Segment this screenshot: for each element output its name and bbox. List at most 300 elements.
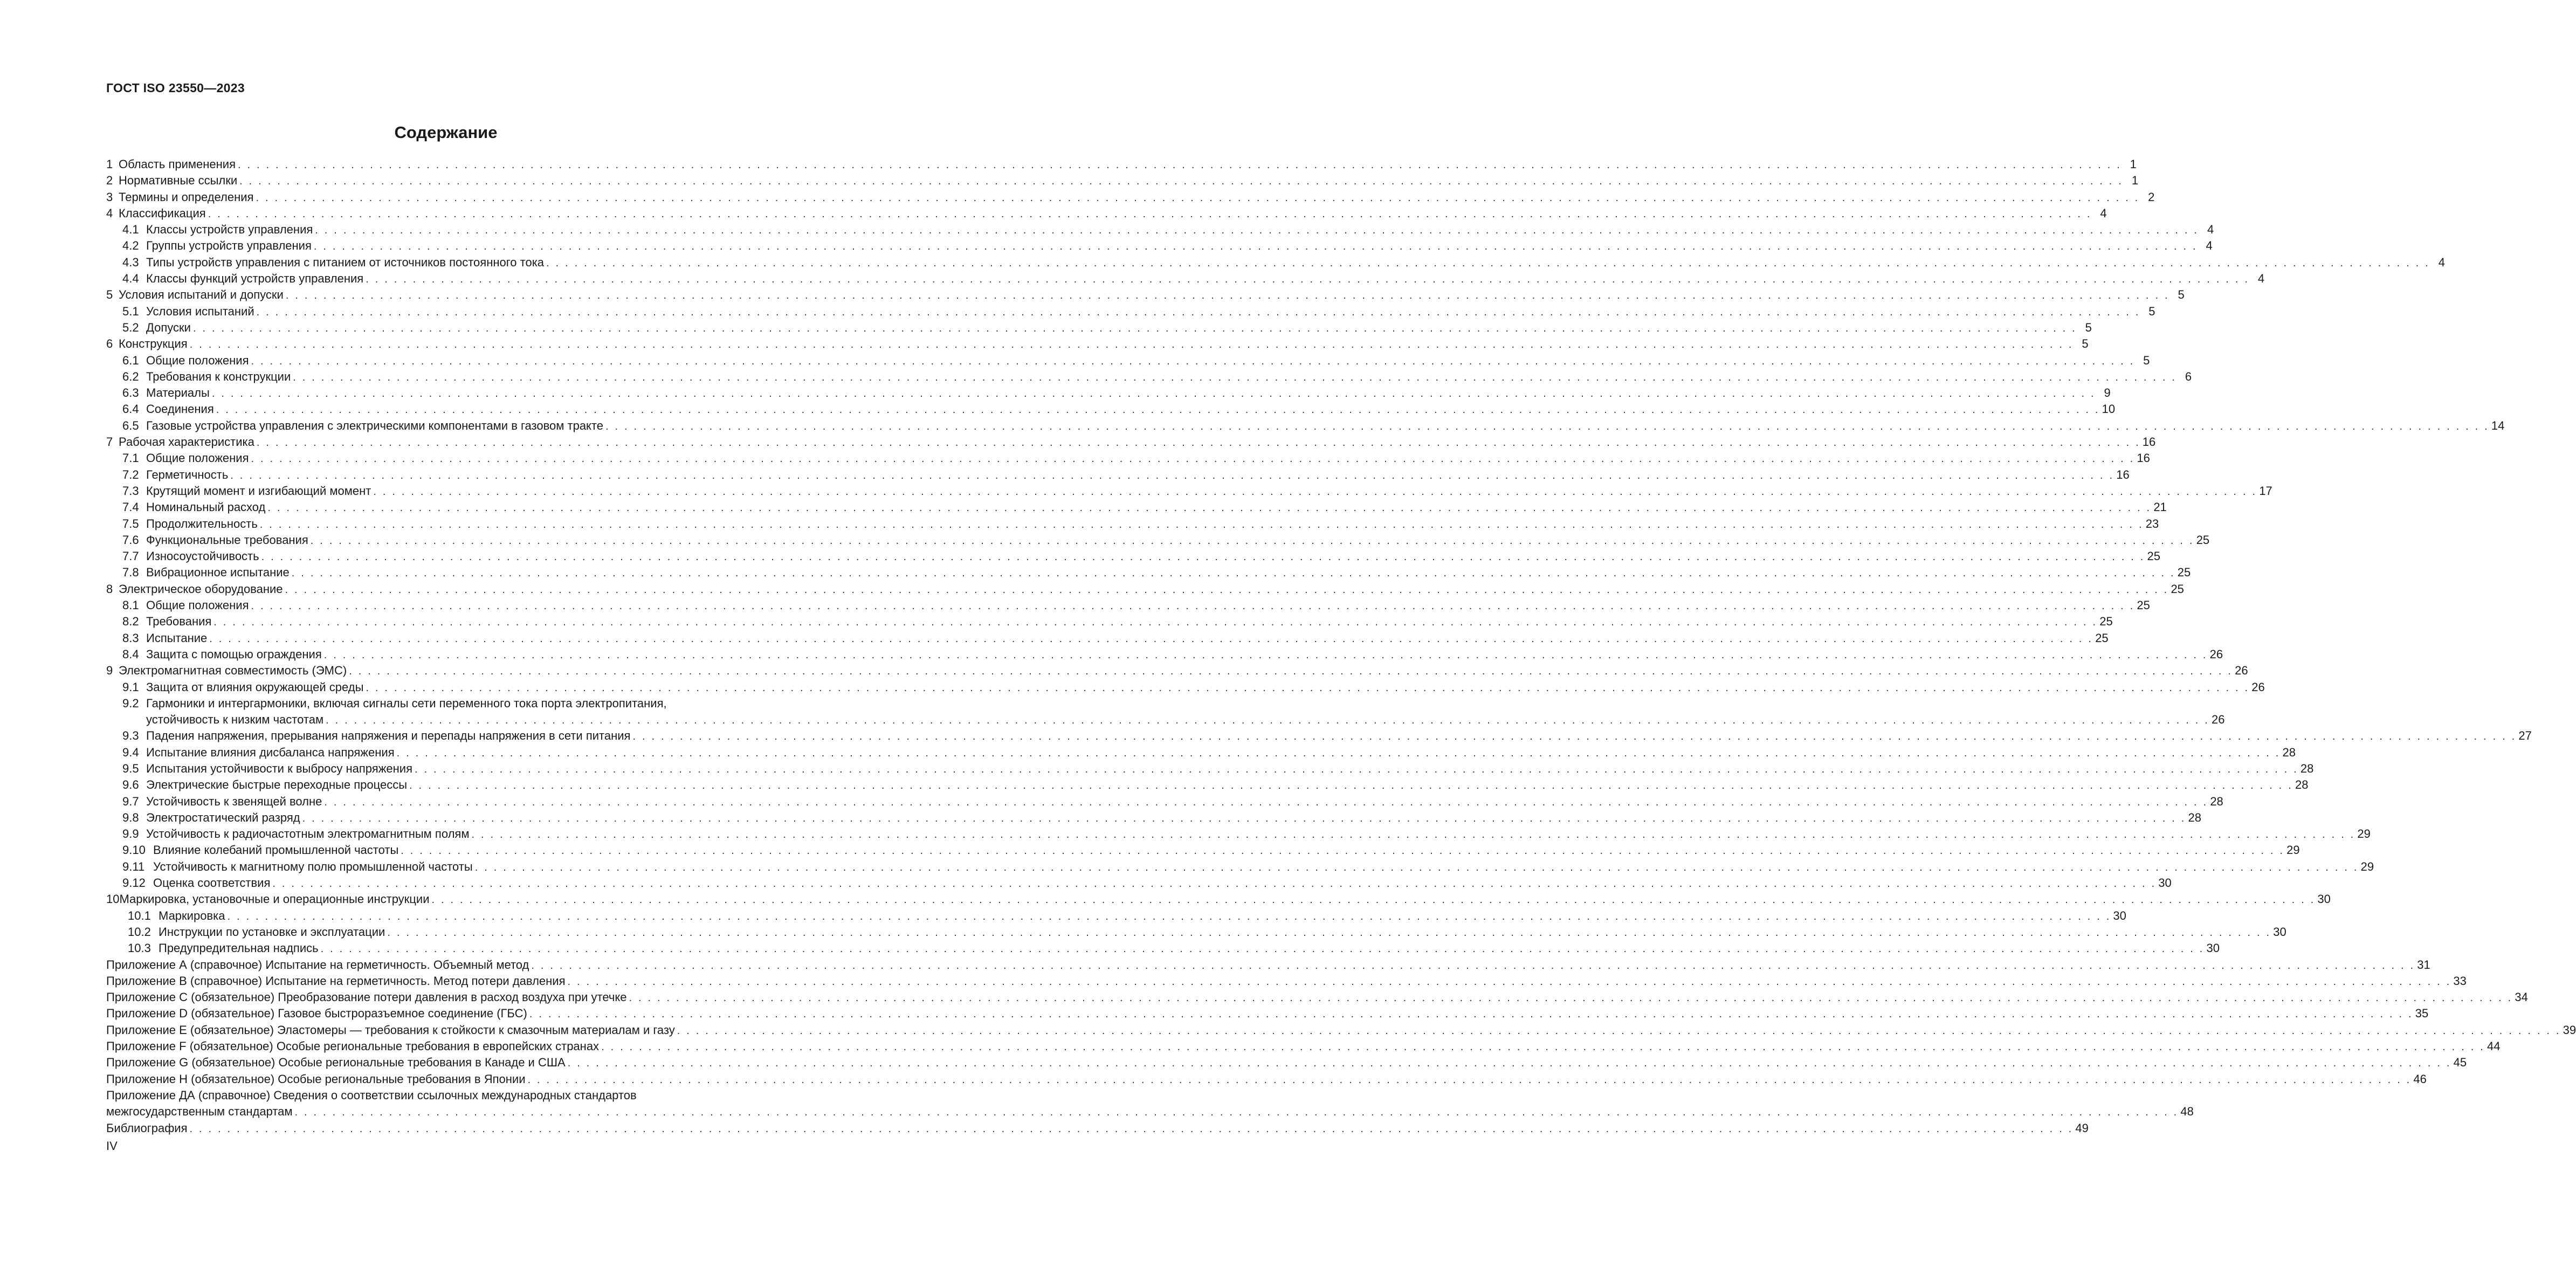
toc-entry-text — [122, 450, 249, 466]
toc-entry-page: 46 — [2413, 1072, 2427, 1086]
toc-entry-text — [122, 597, 249, 614]
toc-entry-label: Условия испытаний — [146, 304, 254, 318]
toc-entry-text — [106, 434, 254, 450]
toc-entry-text — [106, 581, 283, 597]
toc-entry-number: 4.3 — [122, 255, 139, 269]
dot-leader: . . . . . . . . . . . . . . . . . . . . . . . . . . . . . . . . . . . . . . . . . . . . . . . . . . . . . . . . . . . . . . . . . . . . . . . . . . . . . . . . . . . . . . . . . . . . . . . . . . . . . . . . . . . . . . . . . . . . . . . . . . . . . . . . . . . . . . . . . . . . . . . . . . . . . . . . . . . . . . . . . . . . . . . . . . . . . . . . . . . . . . . . . . . . . . . . . . . . . . . . — [601, 1041, 2485, 1053]
toc-entry-page: 30 — [2206, 941, 2220, 955]
toc-entry-page: 29 — [2357, 827, 2371, 841]
toc-entry-label: Конструкция — [119, 337, 188, 351]
toc-entry[interactable] — [106, 189, 2155, 205]
toc-entry-label: Устойчивость к звенящей волне — [146, 794, 322, 808]
dot-leader: . . . . . . . . . . . . . . . . . . . . . . . . . . . . . . . . . . . . . . . . . . . . . . . . . . . . . . . . . . . . . . . . . . . . . . . . . . . . . . . . . . . . . . . . . . . . . . . . . . . . . . . . . . . . . . . . . . . . . . . . . . . . . . . . . . . . . . . . . . . . . . . . . . . . . . . . . . . . . . . . . . . . . . . . . . . . . . . . . . . . . . . . . . . . . . . . . . . . . . . . — [251, 600, 2135, 612]
toc-entry-text — [122, 369, 291, 385]
toc-entry-number: 5 — [106, 288, 113, 302]
toc-entry[interactable] — [106, 467, 2130, 483]
toc-entry-text — [122, 385, 210, 401]
toc-entry-text — [122, 516, 258, 532]
toc-entry-label: Общие положения — [146, 353, 249, 367]
toc-entry-page: 5 — [2178, 288, 2185, 302]
toc-entry[interactable] — [106, 353, 2150, 369]
toc-entry-text — [106, 156, 236, 173]
toc-entry-page: 25 — [2171, 582, 2184, 596]
toc-entry-page: 16 — [2142, 435, 2156, 449]
dot-leader: . . . . . . . . . . . . . . . . . . . . . . . . . . . . . . . . . . . . . . . . . . . . . . . . . . . . . . . . . . . . . . . . . . . . . . . . . . . . . . . . . . . . . . . . . . . . . . . . . . . . . . . . . . . . . . . . . . . . . . . . . . . . . . . . . . . . . . . . . . . . . . . . . . . . . . . . . . . . . . . . . . . . . . . . . . . . . . . . . . . . . . . . . . . . . . . . . . . . . . . . — [471, 829, 2355, 841]
toc-entry-label: Влияние колебаний промышленной частоты — [153, 843, 399, 857]
toc-entry-label: Электрическое оборудование — [119, 582, 283, 596]
toc-entry-text — [106, 1005, 527, 1022]
toc-entry-label: Приложение F (обязательное) Особые региональные требования в европейских странах — [106, 1039, 600, 1053]
toc-entry[interactable] — [106, 336, 2089, 352]
dot-leader: . . . . . . . . . . . . . . . . . . . . . . . . . . . . . . . . . . . . . . . . . . . . . . . . . . . . . . . . . . . . . . . . . . . . . . . . . . . . . . . . . . . . . . . . . . . . . . . . . . . . . . . . . . . . . . . . . . . . . . . . . . . . . . . . . . . . . . . . . . . . . . . . . . . . . . . . . . . . . . . . . . . . . . . . . . . . . . . . . . . . . . . . . . . . . . . . . . . . . . . . — [326, 714, 2209, 727]
toc-entry-number: 4 — [106, 206, 113, 220]
page-number: IV — [106, 1139, 118, 1153]
toc-entry-label: Герметичность — [146, 467, 229, 481]
dot-leader: . . . . . . . . . . . . . . . . . . . . . . . . . . . . . . . . . . . . . . . . . . . . . . . . . . . . . . . . . . . . . . . . . . . . . . . . . . . . . . . . . . . . . . . . . . . . . . . . . . . . . . . . . . . . . . . . . . . . . . . . . . . . . . . . . . . . . . . . . . . . . . . . . . . . . . . . . . . . . . . . . . . . . . . . . . . . . . . . . . . . . . . . . . . . . . . . . . . . . . . . — [251, 355, 2135, 367]
dot-leader: . . . . . . . . . . . . . . . . . . . . . . . . . . . . . . . . . . . . . . . . . . . . . . . . . . . . . . . . . . . . . . . . . . . . . . . . . . . . . . . . . . . . . . . . . . . . . . . . . . . . . . . . . . . . . . . . . . . . . . . . . . . . . . . . . . . . . . . . . . . . . . . . . . . . . . . . . . . . . . . . . . . . . . . . . . . . . . . . . . . . . . . . . . . . . . . . . . . . . . . . — [230, 469, 2114, 481]
toc-entry-text — [122, 646, 322, 663]
toc-entry[interactable] — [106, 875, 2172, 891]
toc-entry-text — [106, 189, 253, 205]
toc-entry-label: Устойчивость к радиочастотным электромагнитным полям — [146, 827, 470, 841]
toc-entry-text — [122, 728, 630, 744]
toc-entry[interactable] — [106, 222, 2214, 238]
toc-entry-number: 9.1 — [122, 680, 139, 694]
toc-entry-page: 5 — [2085, 320, 2092, 334]
toc-entry-text — [122, 761, 412, 777]
toc-entry-page: 5 — [2143, 353, 2150, 367]
toc-entry-label: Оценка соответствия — [153, 876, 271, 890]
toc-entry-label: Общие положения — [146, 598, 249, 612]
toc-entry[interactable] — [106, 957, 2430, 973]
toc-entry-page: 28 — [2300, 761, 2314, 775]
toc-entry-label: Электромагнитная совместимость (ЭМС) — [119, 664, 347, 678]
toc-entry-page: 28 — [2295, 778, 2309, 792]
toc-entry-number: 7.4 — [122, 500, 139, 514]
dot-leader: . . . . . . . . . . . . . . . . . . . . . . . . . . . . . . . . . . . . . . . . . . . . . . . . . . . . . . . . . . . . . . . . . . . . . . . . . . . . . . . . . . . . . . . . . . . . . . . . . . . . . . . . . . . . . . . . . . . . . . . . . . . . . . . . . . . . . . . . . . . . . . . . . . . . . . . . . . . . . . . . . . . . . . . . . . . . . . . . . . . . . . . . . . . . . . . . . . . . . . . . — [531, 959, 2415, 971]
toc-entry-label: Испытание — [146, 631, 208, 645]
toc-entry-number: 9.7 — [122, 794, 139, 808]
toc-entry-text — [106, 1087, 637, 1104]
toc-entry-page: 4 — [2100, 206, 2107, 220]
toc-entry-number: 9.5 — [122, 761, 139, 775]
toc-entry-number: 9.9 — [122, 827, 139, 841]
dot-leader: . . . . . . . . . . . . . . . . . . . . . . . . . . . . . . . . . . . . . . . . . . . . . . . . . . . . . . . . . . . . . . . . . . . . . . . . . . . . . . . . . . . . . . . . . . . . . . . . . . . . . . . . . . . . . . . . . . . . . . . . . . . . . . . . . . . . . . . . . . . . . . . . . . . . . . . . . . . . . . . . . . . . . . . . . . . . . . . . . . . . . . . . . . . . . . . . . . . . . . . . — [632, 731, 2517, 743]
toc-entry-page: 30 — [2158, 876, 2172, 890]
toc-entry-text — [122, 320, 191, 336]
toc-entry[interactable] — [106, 516, 2159, 532]
toc-entry-text — [122, 418, 603, 434]
toc-entry-text — [106, 1071, 525, 1087]
dot-leader: . . . . . . . . . . . . . . . . . . . . . . . . . . . . . . . . . . . . . . . . . . . . . . . . . . . . . . . . . . . . . . . . . . . . . . . . . . . . . . . . . . . . . . . . . . . . . . . . . . . . . . . . . . . . . . . . . . . . . . . . . . . . . . . . . . . . . . . . . . . . . . . . . . . . . . . . . . . . . . . . . . . . . . . . . . . . . . . . . . . . . . . . . . . . . . . . . . . . . . . . — [474, 861, 2359, 873]
toc-entry-label: Газовые устройства управления с электрическими компонентами в газовом тракте — [146, 418, 603, 432]
toc-entry-label: Требования — [146, 615, 212, 629]
toc-entry[interactable] — [106, 989, 2528, 1005]
dot-leader: . . . . . . . . . . . . . . . . . . . . . . . . . . . . . . . . . . . . . . . . . . . . . . . . . . . . . . . . . . . . . . . . . . . . . . . . . . . . . . . . . . . . . . . . . . . . . . . . . . . . . . . . . . . . . . . . . . . . . . . . . . . . . . . . . . . . . . . . . . . . . . . . . . . . . . . . . . . . . . . . . . . . . . . . . . . . . . . . . . . . . . . . . . . . . . . . . . . . . . . . — [211, 388, 2096, 400]
dot-leader: . . . . . . . . . . . . . . . . . . . . . . . . . . . . . . . . . . . . . . . . . . . . . . . . . . . . . . . . . . . . . . . . . . . . . . . . . . . . . . . . . . . . . . . . . . . . . . . . . . . . . . . . . . . . . . . . . . . . . . . . . . . . . . . . . . . . . . . . . . . . . . . . . . . . . . . . . . . . . . . . . . . . . . . . . . . . . . . . . . . . . . . . . . . . . . . . . . . . . . . . — [294, 1106, 2179, 1119]
toc-entry[interactable] — [106, 532, 2210, 548]
toc-entry-label: Приложение А (справочное) Испытание на герметичность. Объемный метод — [106, 957, 529, 971]
toc-entry-text — [106, 1104, 293, 1120]
toc-entry-page: 26 — [2211, 713, 2225, 727]
dot-leader: . . . . . . . . . . . . . . . . . . . . . . . . . . . . . . . . . . . . . . . . . . . . . . . . . . . . . . . . . . . . . . . . . . . . . . . . . . . . . . . . . . . . . . . . . . . . . . . . . . . . . . . . . . . . . . . . . . . . . . . . . . . . . . . . . . . . . . . . . . . . . . . . . . . . . . . . . . . . . . . . . . . . . . . . . . . . . . . . . . . . . . . . . . . . . . . . . . . . . . . . — [291, 567, 2175, 580]
toc-entry-number: 8 — [106, 582, 113, 596]
toc-entry-page: 35 — [2415, 1007, 2429, 1021]
toc-entry-label: Защита от влияния окружающей среды — [146, 680, 364, 694]
toc-entry-label: Вибрационное испытание — [146, 566, 290, 580]
dot-leader: . . . . . . . . . . . . . . . . . . . . . . . . . . . . . . . . . . . . . . . . . . . . . . . . . . . . . . . . . . . . . . . . . . . . . . . . . . . . . . . . . . . . . . . . . . . . . . . . . . . . . . . . . . . . . . . . . . . . . . . . . . . . . . . . . . . . . . . . . . . . . . . . . . . . . . . . . . . . . . . . . . . . . . . . . . . . . . . . . . . . . . . . . . . . . . . . . . . . . . . . — [208, 208, 2092, 220]
toc-entry-label: Классификация — [119, 206, 206, 220]
toc-entry-text — [122, 532, 308, 548]
dot-leader: . . . . . . . . . . . . . . . . . . . . . . . . . . . . . . . . . . . . . . . . . . . . . . . . . . . . . . . . . . . . . . . . . . . . . . . . . . . . . . . . . . . . . . . . . . . . . . . . . . . . . . . . . . . . . . . . . . . . . . . . . . . . . . . . . . . . . . . . . . . . . . . . . . . . . . . . . . . . . . . . . . . . . . . . . . . . . . . . . . . . . . . . . . . . . . . . . . . . . . . . — [189, 1122, 2074, 1135]
toc-entry-text — [122, 712, 323, 728]
toc-entry[interactable] — [106, 385, 2111, 401]
toc-entry-page: 4 — [2206, 239, 2213, 253]
dot-leader: . . . . . . . . . . . . . . . . . . . . . . . . . . . . . . . . . . . . . . . . . . . . . . . . . . . . . . . . . . . . . . . . . . . . . . . . . . . . . . . . . . . . . . . . . . . . . . . . . . . . . . . . . . . . . . . . . . . . . . . . . . . . . . . . . . . . . . . . . . . . . . . . . . . . . . . . . . . . . . . . . . . . . . . . . . . . . . . . . . . . . . . . . . . . . . . . . . . . . . . . — [189, 339, 2074, 351]
toc-entry-label: Классы функций устройств управления — [146, 272, 364, 286]
toc-entry-number: 7.5 — [122, 516, 139, 530]
toc-entry-page: 33 — [2453, 974, 2467, 988]
toc-entry-text — [122, 630, 207, 646]
toc-entry-page: 30 — [2113, 908, 2126, 922]
toc-entry-page: 28 — [2210, 794, 2223, 808]
toc-entry-text — [106, 957, 529, 973]
dot-leader: . . . . . . . . . . . . . . . . . . . . . . . . . . . . . . . . . . . . . . . . . . . . . . . . . . . . . . . . . . . . . . . . . . . . . . . . . . . . . . . . . . . . . . . . . . . . . . . . . . . . . . . . . . . . . . . . . . . . . . . . . . . . . . . . . . . . . . . . . . . . . . . . . . . . . . . . . . . . . . . . . . . . . . . . . . . . . . . . . . . . . . . . . . . . . . . . . . . . . . . . — [324, 796, 2208, 808]
toc-entry-number: 9.8 — [122, 810, 139, 824]
toc-entry[interactable] — [106, 712, 2225, 728]
toc-entry[interactable] — [106, 761, 2314, 777]
dot-leader: . . . . . . . . . . . . . . . . . . . . . . . . . . . . . . . . . . . . . . . . . . . . . . . . . . . . . . . . . . . . . . . . . . . . . . . . . . . . . . . . . . . . . . . . . . . . . . . . . . . . . . . . . . . . . . . . . . . . . . . . . . . . . . . . . . . . . . . . . . . . . . . . . . . . . . . . . . . . . . . . . . . . . . . . . . . . . . . . . . . . . . . . . . . . . . . . . . . . . . . . — [285, 583, 2169, 596]
toc-entry[interactable] — [106, 499, 2167, 515]
toc-entry-text — [106, 989, 626, 1005]
toc-entry[interactable] — [106, 630, 2109, 646]
toc-entry-page: 28 — [2282, 745, 2296, 759]
toc-entry[interactable] — [106, 581, 2184, 597]
toc-entry[interactable] — [106, 369, 2192, 385]
toc-entry-page: 29 — [2286, 843, 2300, 857]
toc-entry-number: 6.3 — [122, 386, 139, 400]
dot-leader: . . . . . . . . . . . . . . . . . . . . . . . . . . . . . . . . . . . . . . . . . . . . . . . . . . . . . . . . . . . . . . . . . . . . . . . . . . . . . . . . . . . . . . . . . . . . . . . . . . . . . . . . . . . . . . . . . . . . . . . . . . . . . . . . . . . . . . . . . . . . . . . . . . . . . . . . . . . . . . . . . . . . . . . . . . . . . . . . . . . . . . . . . . . . . . . . . . . . . . . . — [605, 420, 2489, 432]
toc-entry-text — [122, 254, 544, 271]
toc-entry-text — [106, 287, 284, 303]
toc-entry-number: 7.1 — [122, 451, 139, 465]
toc-entry[interactable] — [106, 777, 2309, 793]
toc-entry-number: 6.1 — [122, 353, 139, 367]
toc-entry[interactable] — [106, 320, 2092, 336]
toc-entry-number: 8.4 — [122, 647, 139, 661]
dot-leader: . . . . . . . . . . . . . . . . . . . . . . . . . . . . . . . . . . . . . . . . . . . . . . . . . . . . . . . . . . . . . . . . . . . . . . . . . . . . . . . . . . . . . . . . . . . . . . . . . . . . . . . . . . . . . . . . . . . . . . . . . . . . . . . . . . . . . . . . . . . . . . . . . . . . . . . . . . . . . . . . . . . . . . . . . . . . . . . . . . . . . . . . . . . . . . . . . . . . . . . . — [629, 992, 2513, 1004]
toc-entry[interactable] — [106, 287, 2185, 303]
toc-entry-page: 25 — [2137, 598, 2150, 612]
toc-entry[interactable] — [106, 728, 2532, 744]
toc-entry-text — [106, 663, 347, 679]
toc-entry-label: Допуски — [146, 320, 191, 334]
document-code: ГОСТ ISO 23550—2023 — [106, 81, 245, 95]
toc-entry-number: 4.2 — [122, 239, 139, 253]
dot-leader: . . . . . . . . . . . . . . . . . . . . . . . . . . . . . . . . . . . . . . . . . . . . . . . . . . . . . . . . . . . . . . . . . . . . . . . . . . . . . . . . . . . . . . . . . . . . . . . . . . . . . . . . . . . . . . . . . . . . . . . . . . . . . . . . . . . . . . . . . . . . . . . . . . . . . . . . . . . . . . . . . . . . . . . . . . . . . . . . . . . . . . . . . . . . . . . . . . . . . . . . — [310, 534, 2194, 547]
toc-entry-number: 5.2 — [122, 320, 139, 334]
toc-entry-page: 49 — [2075, 1121, 2089, 1135]
toc-entry[interactable] — [106, 940, 2220, 956]
dot-leader: . . . . . . . . . . . . . . . . . . . . . . . . . . . . . . . . . . . . . . . . . . . . . . . . . . . . . . . . . . . . . . . . . . . . . . . . . . . . . . . . . . . . . . . . . . . . . . . . . . . . . . . . . . . . . . . . . . . . . . . . . . . . . . . . . . . . . . . . . . . . . . . . . . . . . . . . . . . . . . . . . . . . . . . . . . . . . . . . . . . . . . . . . . . . . . . . . . . . . . . . — [285, 290, 2169, 302]
toc-entry[interactable] — [106, 483, 2272, 499]
toc-entry-text — [122, 777, 407, 793]
dot-leader: . . . . . . . . . . . . . . . . . . . . . . . . . . . . . . . . . . . . . . . . . . . . . . . . . . . . . . . . . . . . . . . . . . . . . . . . . . . . . . . . . . . . . . . . . . . . . . . . . . . . . . . . . . . . . . . . . . . . . . . . . . . . . . . . . . . . . . . . . . . . . . . . . . . . . . . . . . . . . . . . . . . . . . . . . . . . . . . . . . . . . . . . . . . . . . . . . . . . . . . . — [192, 322, 2077, 334]
toc-entry[interactable] — [106, 614, 2113, 630]
toc-entry-number: 7.8 — [122, 566, 139, 580]
toc-entry-label: Классы устройств управления — [146, 223, 313, 237]
toc-entry-label: межгосударственным стандартам — [106, 1105, 293, 1119]
dot-leader: . . . . . . . . . . . . . . . . . . . . . . . . . . . . . . . . . . . . . . . . . . . . . . . . . . . . . . . . . . . . . . . . . . . . . . . . . . . . . . . . . . . . . . . . . . . . . . . . . . . . . . . . . . . . . . . . . . . . . . . . . . . . . . . . . . . . . . . . . . . . . . . . . . . . . . . . . . . . . . . . . . . . . . . . . . . . . . . . . . . . . . . . . . . . . . . . . . . . . . . . — [256, 191, 2140, 204]
dot-leader: . . . . . . . . . . . . . . . . . . . . . . . . . . . . . . . . . . . . . . . . . . . . . . . . . . . . . . . . . . . . . . . . . . . . . . . . . . . . . . . . . . . . . . . . . . . . . . . . . . . . . . . . . . . . . . . . . . . . . . . . . . . . . . . . . . . . . . . . . . . . . . . . . . . . . . . . . . . . . . . . . . . . . . . . . . . . . . . . . . . . . . . . . . . . . . . . . . . . . . . . — [527, 1073, 2412, 1086]
toc-entry-number: 6.4 — [122, 402, 139, 416]
toc-entry[interactable] — [106, 205, 2107, 222]
toc-entry-page: 14 — [2491, 418, 2505, 432]
toc-entry-label: Маркировка — [159, 908, 225, 922]
toc-entry-label: Испытание влияния дисбаланса напряжения — [146, 745, 395, 759]
toc-entry-page: 4 — [2207, 223, 2214, 237]
toc-entry-label: Маркировка, установочные и операционные инструкции — [119, 892, 430, 906]
dot-leader: . . . . . . . . . . . . . . . . . . . . . . . . . . . . . . . . . . . . . . . . . . . . . . . . . . . . . . . . . . . . . . . . . . . . . . . . . . . . . . . . . . . . . . . . . . . . . . . . . . . . . . . . . . . . . . . . . . . . . . . . . . . . . . . . . . . . . . . . . . . . . . . . . . . . . . . . . . . . . . . . . . . . . . . . . . . . . . . . . . . . . . . . . . . . . . . . . . . . . . . . — [261, 551, 2145, 563]
toc-entry-number: 1 — [106, 157, 113, 171]
toc-entry-text — [122, 353, 249, 369]
toc-entry[interactable] — [106, 924, 2286, 940]
toc-entry[interactable] — [106, 254, 2445, 271]
toc-entry[interactable] — [106, 156, 2137, 173]
dot-leader: . . . . . . . . . . . . . . . . . . . . . . . . . . . . . . . . . . . . . . . . . . . . . . . . . . . . . . . . . . . . . . . . . . . . . . . . . . . . . . . . . . . . . . . . . . . . . . . . . . . . . . . . . . . . . . . . . . . . . . . . . . . . . . . . . . . . . . . . . . . . . . . . . . . . . . . . . . . . . . . . . . . . . . . . . . . . . . . . . . . . . . . . . . . . . . . . . . . . . . . . — [366, 681, 2250, 694]
toc-entry[interactable] — [106, 564, 2191, 581]
toc-entry[interactable] — [106, 434, 2156, 450]
toc-entry-text — [122, 467, 228, 483]
toc-entry-page: 25 — [2177, 566, 2191, 580]
toc-entry-text — [106, 891, 429, 907]
toc-entry-page: 10 — [2102, 402, 2116, 416]
toc-entry-text — [122, 483, 371, 499]
toc-entry[interactable] — [106, 646, 2223, 663]
toc-entry-page: 2 — [2148, 190, 2155, 204]
toc-entry-page: 6 — [2185, 369, 2192, 383]
toc-entry-page: 26 — [2251, 680, 2265, 694]
dot-leader: . . . . . . . . . . . . . . . . . . . . . . . . . . . . . . . . . . . . . . . . . . . . . . . . . . . . . . . . . . . . . . . . . . . . . . . . . . . . . . . . . . . . . . . . . . . . . . . . . . . . . . . . . . . . . . . . . . . . . . . . . . . . . . . . . . . . . . . . . . . . . . . . . . . . . . . . . . . . . . . . . . . . . . . . . . . . . . . . . . . . . . . . . . . . . . . . . . . . . . . . — [256, 306, 2140, 318]
toc-entry-number: 5.1 — [122, 304, 139, 318]
toc-entry-text — [106, 1038, 599, 1055]
toc-entry-text — [122, 564, 290, 581]
toc-entry-number: 9.4 — [122, 745, 139, 759]
toc-entry-number: 7 — [106, 435, 113, 449]
toc-entry-number: 4.4 — [122, 272, 139, 286]
toc-entry-number: 7.2 — [122, 467, 139, 481]
toc-entry-page: 25 — [2095, 631, 2109, 645]
toc-entry[interactable] — [106, 1005, 2429, 1022]
toc-entry-label: Приложение D (обязательное) Газовое быстроразъемное соединение (ГБС) — [106, 1007, 527, 1021]
toc-entry[interactable] — [106, 1087, 829, 1104]
dot-leader: . . . . . . . . . . . . . . . . . . . . . . . . . . . . . . . . . . . . . . . . . . . . . . . . . . . . . . . . . . . . . . . . . . . . . . . . . . . . . . . . . . . . . . . . . . . . . . . . . . . . . . . . . . . . . . . . . . . . . . . . . . . . . . . . . . . . . . . . . . . . . . . . . . . . . . . . . . . . . . . . . . . . . . . . . . . . . . . . . . . . . . . . . . . . . . . . . . . . . . . . — [396, 747, 2281, 759]
dot-leader: . . . . . . . . . . . . . . . . . . . . . . . . . . . . . . . . . . . . . . . . . . . . . . . . . . . . . . . . . . . . . . . . . . . . . . . . . . . . . . . . . . . . . . . . . . . . . . . . . . . . . . . . . . . . . . . . . . . . . . . . . . . . . . . . . . . . . . . . . . . . . . . . . . . . . . . . . . . . . . . . . . . . . . . . . . . . . . . . . . . . . . . . . . . . . . . . . . . . . . . . — [415, 763, 2298, 775]
toc-entry-number: 8.1 — [122, 598, 139, 612]
toc-entry-label: Материалы — [146, 386, 210, 400]
toc-entry[interactable] — [106, 859, 2374, 875]
toc-entry[interactable] — [106, 1038, 2501, 1055]
dot-leader: . . . . . . . . . . . . . . . . . . . . . . . . . . . . . . . . . . . . . . . . . . . . . . . . . . . . . . . . . . . . . . . . . . . . . . . . . . . . . . . . . . . . . . . . . . . . . . . . . . . . . . . . . . . . . . . . . . . . . . . . . . . . . . . . . . . . . . . . . . . . . . . . . . . . . . . . . . . . . . . . . . . . . . . . . . . . . . . . . . . . . . . . . . . . . . . . . . . . . . . . — [313, 240, 2198, 253]
toc-entry[interactable] — [106, 908, 2126, 924]
dot-leader: . . . . . . . . . . . . . . . . . . . . . . . . . . . . . . . . . . . . . . . . . . . . . . . . . . . . . . . . . . . . . . . . . . . . . . . . . . . . . . . . . . . . . . . . . . . . . . . . . . . . . . . . . . . . . . . . . . . . . . . . . . . . . . . . . . . . . . . . . . . . . . . . . . . . . . . . . . . . . . . . . . . . . . . . . . . . . . . . . . . . . . . . . . . . . . . . . . . . . . . . — [216, 404, 2100, 416]
toc-entry-number: 9.6 — [122, 778, 139, 792]
toc-entry-label: Падения напряжения, прерывания напряжения и перепады напряжения в сети питания — [146, 729, 631, 743]
toc-entry-page: 39 — [2563, 1023, 2576, 1037]
toc-entry-number: 6.5 — [122, 418, 139, 432]
toc-entry-label: Группы устройств управления — [146, 239, 312, 253]
toc-entry-label: Приложение Е (обязательное) Эластомеры — требования к стойкости к смазочным материалам и газу — [106, 1023, 675, 1037]
toc-entry-label: Устойчивость к магнитному полю промышленной частоты — [153, 859, 473, 873]
toc-entry-label: Функциональные требования — [146, 533, 308, 547]
toc-entry-number: 6 — [106, 337, 113, 351]
dot-leader: . . . . . . . . . . . . . . . . . . . . . . . . . . . . . . . . . . . . . . . . . . . . . . . . . . . . . . . . . . . . . . . . . . . . . . . . . . . . . . . . . . . . . . . . . . . . . . . . . . . . . . . . . . . . . . . . . . . . . . . . . . . . . . . . . . . . . . . . . . . . . . . . . . . . . . . . . . . . . . . . . . . . . . . . . . . . . . . . . . . . . . . . . . . . . . . . . . . . . . . . — [320, 943, 2205, 955]
toc-entry[interactable] — [106, 891, 2331, 907]
toc-entry[interactable] — [106, 745, 2296, 761]
toc-entry-number: 8.3 — [122, 631, 139, 645]
toc-entry-number: 3 — [106, 190, 113, 204]
toc-entry[interactable] — [106, 1120, 2089, 1136]
toc-entry-label: Область применения — [119, 157, 236, 171]
dot-leader: . . . . . . . . . . . . . . . . . . . . . . . . . . . . . . . . . . . . . . . . . . . . . . . . . . . . . . . . . . . . . . . . . . . . . . . . . . . . . . . . . . . . . . . . . . . . . . . . . . . . . . . . . . . . . . . . . . . . . . . . . . . . . . . . . . . . . . . . . . . . . . . . . . . . . . . . . . . . . . . . . . . . . . . . . . . . . . . . . . . . . . . . . . . . . . . . . . . . . . . . — [213, 616, 2098, 629]
dot-leader: . . . . . . . . . . . . . . . . . . . . . . . . . . . . . . . . . . . . . . . . . . . . . . . . . . . . . . . . . . . . . . . . . . . . . . . . . . . . . . . . . . . . . . . . . . . . . . . . . . . . . . . . . . . . . . . . . . . . . . . . . . . . . . . . . . . . . . . . . . . . . . . . . . . . . . . . . . . . . . . . . . . . . . . . . . . . . . . . . . . . . . . . . . . . . . . . . . . . . . . . — [677, 1024, 2561, 1037]
toc-entry[interactable] — [106, 418, 2505, 434]
toc-entry-label: Приложение С (обязательное) Преобразование потери давления в расход воздуха при утечке — [106, 990, 627, 1004]
toc-entry[interactable] — [106, 973, 2467, 989]
dot-leader: . . . . . . . . . . . . . . . . . . . . . . . . . . . . . . . . . . . . . . . . . . . . . . . . . . . . . . . . . . . . . . . . . . . . . . . . . . . . . . . . . . . . . . . . . . . . . . . . . . . . . . . . . . . . . . . . . . . . . . . . . . . . . . . . . . . . . . . . . . . . . . . . . . . . . . . . . . . . . . . . . . . . . . . . . . . . . . . . . . . . . . . . . . . . . . . . . . . . . . . . — [237, 159, 2122, 171]
toc-entry-number: 8.2 — [122, 615, 139, 629]
toc-entry-text — [106, 1120, 188, 1136]
toc-entry[interactable] — [106, 695, 829, 712]
toc-entry-label: Защита с помощью ограждения — [146, 647, 322, 661]
dot-leader: . . . . . . . . . . . . . . . . . . . . . . . . . . . . . . . . . . . . . . . . . . . . . . . . . . . . . . . . . . . . . . . . . . . . . . . . . . . . . . . . . . . . . . . . . . . . . . . . . . . . . . . . . . . . . . . . . . . . . . . . . . . . . . . . . . . . . . . . . . . . . . . . . . . . . . . . . . . . . . . . . . . . . . . . . . . . . . . . . . . . . . . . . . . . . . . . . . . . . . . . — [431, 894, 2316, 906]
toc-entry[interactable] — [106, 663, 2248, 679]
dot-leader: . . . . . . . . . . . . . . . . . . . . . . . . . . . . . . . . . . . . . . . . . . . . . . . . . . . . . . . . . . . . . . . . . . . . . . . . . . . . . . . . . . . . . . . . . . . . . . . . . . . . . . . . . . . . . . . . . . . . . . . . . . . . . . . . . . . . . . . . . . . . . . . . . . . . . . . . . . . . . . . . . . . . . . . . . . . . . . . . . . . . . . . . . . . . . . . . . . . . . . . . — [387, 926, 2271, 939]
toc-entry-label: устойчивость к низким частотам — [146, 713, 324, 727]
toc-entry[interactable] — [106, 238, 2213, 254]
toc-entry-text — [106, 973, 566, 989]
toc-entry-number: 9.2 — [122, 696, 139, 710]
toc-entry[interactable] — [106, 1104, 2194, 1120]
dot-leader: . . . . . . . . . . . . . . . . . . . . . . . . . . . . . . . . . . . . . . . . . . . . . . . . . . . . . . . . . . . . . . . . . . . . . . . . . . . . . . . . . . . . . . . . . . . . . . . . . . . . . . . . . . . . . . . . . . . . . . . . . . . . . . . . . . . . . . . . . . . . . . . . . . . . . . . . . . . . . . . . . . . . . . . . . . . . . . . . . . . . . . . . . . . . . . . . . . . . . . . . — [567, 975, 2451, 988]
toc-entry-label: Электростатический разряд — [146, 810, 300, 824]
toc-entry-label: Общие положения — [146, 451, 249, 465]
toc-entry-page: 27 — [2518, 729, 2532, 743]
toc-entry-page: 1 — [2131, 174, 2139, 188]
toc-entry-page: 48 — [2180, 1105, 2194, 1119]
toc-entry-number: 10.2 — [128, 925, 151, 939]
toc-entry-label: Требования к конструкции — [146, 369, 291, 383]
toc-entry-number: 9.11 — [122, 859, 145, 873]
toc-entry-number: 7.3 — [122, 484, 139, 498]
toc-entry-page: 26 — [2235, 664, 2248, 678]
toc-entry[interactable] — [106, 842, 2300, 858]
dot-leader: . . . . . . . . . . . . . . . . . . . . . . . . . . . . . . . . . . . . . . . . . . . . . . . . . . . . . . . . . . . . . . . . . . . . . . . . . . . . . . . . . . . . . . . . . . . . . . . . . . . . . . . . . . . . . . . . . . . . . . . . . . . . . . . . . . . . . . . . . . . . . . . . . . . . . . . . . . . . . . . . . . . . . . . . . . . . . . . . . . . . . . . . . . . . . . . . . . . . . . . . — [409, 780, 2293, 792]
toc-entry[interactable] — [106, 826, 2371, 842]
toc-entry-label: Продолжительность — [146, 516, 258, 530]
toc-entry[interactable] — [106, 597, 2150, 614]
toc-entry[interactable] — [106, 679, 2265, 695]
dot-leader: . . . . . . . . . . . . . . . . . . . . . . . . . . . . . . . . . . . . . . . . . . . . . . . . . . . . . . . . . . . . . . . . . . . . . . . . . . . . . . . . . . . . . . . . . . . . . . . . . . . . . . . . . . . . . . . . . . . . . . . . . . . . . . . . . . . . . . . . . . . . . . . . . . . . . . . . . . . . . . . . . . . . . . . . . . . . . . . . . . . . . . . . . . . . . . . . . . . . . . . . — [293, 371, 2177, 383]
dot-leader: . . . . . . . . . . . . . . . . . . . . . . . . . . . . . . . . . . . . . . . . . . . . . . . . . . . . . . . . . . . . . . . . . . . . . . . . . . . . . . . . . . . . . . . . . . . . . . . . . . . . . . . . . . . . . . . . . . . . . . . . . . . . . . . . . . . . . . . . . . . . . . . . . . . . . . . . . . . . . . . . . . . . . . . . . . . . . . . . . . . . . . . . . . . . . . . . . . . . . . . . — [256, 437, 2140, 449]
toc-entry-text — [106, 1055, 566, 1071]
toc-entry[interactable] — [106, 304, 2155, 320]
toc-entry-page: 31 — [2417, 957, 2430, 971]
toc-entry[interactable] — [106, 548, 2160, 564]
toc-entry-number: 9.12 — [122, 876, 146, 890]
toc-entry-number: 10.1 — [128, 908, 151, 922]
toc-entry-page: 17 — [2259, 484, 2272, 498]
toc-entry-text — [122, 859, 473, 875]
toc-entry-number: 9.10 — [122, 843, 146, 857]
toc-entry[interactable] — [106, 794, 2223, 810]
toc-entry[interactable] — [106, 271, 2265, 287]
toc-entry-text — [122, 794, 322, 810]
toc-entry-text — [122, 679, 363, 695]
toc-entry-label: Соединения — [146, 402, 214, 416]
toc-entry-text — [122, 826, 469, 842]
dot-leader: . . . . . . . . . . . . . . . . . . . . . . . . . . . . . . . . . . . . . . . . . . . . . . . . . . . . . . . . . . . . . . . . . . . . . . . . . . . . . . . . . . . . . . . . . . . . . . . . . . . . . . . . . . . . . . . . . . . . . . . . . . . . . . . . . . . . . . . . . . . . . . . . . . . . . . . . . . . . . . . . . . . . . . . . . . . . . . . . . . . . . . . . . . . . . . . . . . . . . . . . — [567, 1057, 2451, 1070]
toc-entry-label: Приложение В (справочное) Испытание на герметичность. Метод потери давления — [106, 974, 566, 988]
toc-entry-label: Крутящий момент и изгибающий момент — [146, 484, 371, 498]
toc-entry-text — [122, 222, 313, 238]
toc-entry-text — [122, 271, 363, 287]
toc-entry-label: Инструкции по установке и эксплуатации — [159, 925, 385, 939]
toc-entry[interactable] — [106, 173, 2139, 189]
dot-leader: . . . . . . . . . . . . . . . . . . . . . . . . . . . . . . . . . . . . . . . . . . . . . . . . . . . . . . . . . . . . . . . . . . . . . . . . . . . . . . . . . . . . . . . . . . . . . . . . . . . . . . . . . . . . . . . . . . . . . . . . . . . . . . . . . . . . . . . . . . . . . . . . . . . . . . . . . . . . . . . . . . . . . . . . . . . . . . . . . . . . . . . . . . . . . . . . . . . . . . . . — [546, 257, 2430, 269]
toc-entry[interactable] — [106, 1071, 2427, 1087]
dot-leader: . . . . . . . . . . . . . . . . . . . . . . . . . . . . . . . . . . . . . . . . . . . . . . . . . . . . . . . . . . . . . . . . . . . . . . . . . . . . . . . . . . . . . . . . . . . . . . . . . . . . . . . . . . . . . . . . . . . . . . . . . . . . . . . . . . . . . . . . . . . . . . . . . . . . . . . . . . . . . . . . . . . . . . . . . . . . . . . . . . . . . . . . . . . . . . . . . . . . . . . . — [323, 649, 2208, 661]
toc-entry-text — [122, 614, 211, 630]
toc-entry-text — [106, 336, 188, 352]
toc-entry-text — [122, 875, 270, 891]
dot-leader: . . . . . . . . . . . . . . . . . . . . . . . . . . . . . . . . . . . . . . . . . . . . . . . . . . . . . . . . . . . . . . . . . . . . . . . . . . . . . . . . . . . . . . . . . . . . . . . . . . . . . . . . . . . . . . . . . . . . . . . . . . . . . . . . . . . . . . . . . . . . . . . . . . . . . . . . . . . . . . . . . . . . . . . . . . . . . . . . . . . . . . . . . . . . . . . . . . . . . . . . — [251, 453, 2135, 465]
toc-entry-label: Номинальный расход — [146, 500, 266, 514]
toc-entry-page: 16 — [2116, 467, 2130, 481]
toc-entry-label: Типы устройств управления с питанием от источников постоянного тока — [146, 255, 545, 269]
toc-entry-page: 25 — [2099, 615, 2113, 629]
toc-entry-label: Нормативные ссылки — [119, 174, 238, 188]
toc-entry[interactable] — [106, 401, 2116, 417]
toc-entry-label: Электрические быстрые переходные процессы — [146, 778, 408, 792]
toc-entry-page: 28 — [2188, 810, 2201, 824]
toc-entry[interactable] — [106, 1055, 2467, 1071]
toc-entry-text — [128, 908, 225, 924]
toc-entry-text — [122, 238, 312, 254]
dot-leader: . . . . . . . . . . . . . . . . . . . . . . . . . . . . . . . . . . . . . . . . . . . . . . . . . . . . . . . . . . . . . . . . . . . . . . . . . . . . . . . . . . . . . . . . . . . . . . . . . . . . . . . . . . . . . . . . . . . . . . . . . . . . . . . . . . . . . . . . . . . . . . . . . . . . . . . . . . . . . . . . . . . . . . . . . . . . . . . . . . . . . . . . . . . . . . . . . . . . . . . . — [315, 224, 2199, 237]
toc-entry-text — [122, 548, 259, 564]
toc-entry-label: Приложение G (обязательное) Особые региональные требования в Канаде и США — [106, 1056, 566, 1070]
toc-entry[interactable] — [106, 810, 2201, 826]
toc-entry[interactable] — [106, 1022, 2576, 1038]
toc-entry-page: 30 — [2273, 925, 2286, 939]
toc-entry-page: 26 — [2209, 647, 2223, 661]
toc-entry-number: 9.3 — [122, 729, 139, 743]
toc-entry-text — [122, 499, 265, 515]
dot-leader: . . . . . . . . . . . . . . . . . . . . . . . . . . . . . . . . . . . . . . . . . . . . . . . . . . . . . . . . . . . . . . . . . . . . . . . . . . . . . . . . . . . . . . . . . . . . . . . . . . . . . . . . . . . . . . . . . . . . . . . . . . . . . . . . . . . . . . . . . . . . . . . . . . . . . . . . . . . . . . . . . . . . . . . . . . . . . . . . . . . . . . . . . . . . . . . . . . . . . . . . — [239, 175, 2124, 188]
toc-entry-label: Предупредительная надпись — [159, 941, 319, 955]
toc-entry-label: Термины и определения — [119, 190, 254, 204]
toc-entry-label: Приложение Н (обязательное) Особые региональные требования в Японии — [106, 1072, 526, 1086]
toc-entry-text — [122, 810, 300, 826]
dot-leader: . . . . . . . . . . . . . . . . . . . . . . . . . . . . . . . . . . . . . . . . . . . . . . . . . . . . . . . . . . . . . . . . . . . . . . . . . . . . . . . . . . . . . . . . . . . . . . . . . . . . . . . . . . . . . . . . . . . . . . . . . . . . . . . . . . . . . . . . . . . . . . . . . . . . . . . . . . . . . . . . . . . . . . . . . . . . . . . . . . . . . . . . . . . . . . . . . . . . . . . . — [267, 502, 2152, 514]
table-of-contents — [106, 156, 2576, 1136]
toc-entry-page: 4 — [2257, 272, 2265, 286]
toc-entry-page: 44 — [2487, 1039, 2501, 1053]
toc-entry-label: Приложение ДА (справочное) Сведения о соответствии ссылочных международных стандартов — [106, 1088, 637, 1102]
toc-entry[interactable] — [106, 450, 2150, 466]
toc-entry-page: 25 — [2147, 549, 2160, 563]
